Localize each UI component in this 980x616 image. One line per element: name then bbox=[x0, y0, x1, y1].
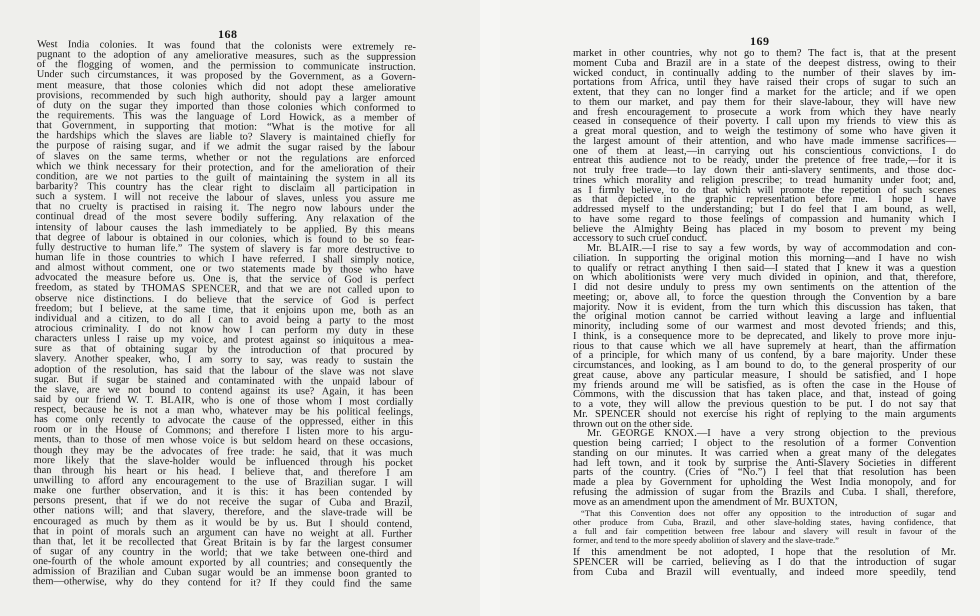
text-line: other nations will; and that slavery, therefore, and the slave-trade will be bbox=[33, 505, 413, 520]
text-line: made a plea by Government for upholding the West India monopoly, and for bbox=[573, 477, 956, 488]
text-line: to a vote, they will allow the previous question to be put. I do not say that bbox=[573, 399, 956, 410]
text-line: unwilling to afford any encouragement to the use of Brazilian sugar. I will bbox=[33, 475, 413, 490]
text-line: not truly free trade—to lay down their anti-slavery sentiments, and those doc- bbox=[573, 165, 956, 176]
paragraph bbox=[33, 40, 416, 591]
text-line: my friends around me will be satisfied, as is often the case in the House of bbox=[573, 379, 956, 391]
text-line: thrown out on the other side. bbox=[573, 418, 693, 430]
paragraph bbox=[573, 548, 956, 577]
text-line: them—otherwise, why do they contend for it? If they could find the same bbox=[32, 576, 412, 591]
text-line: of slaves on the same terms, whether or not the regulations are enforced bbox=[36, 150, 416, 165]
text-line: respect, because he is not a man who, whatever may be his political feelings, bbox=[34, 404, 414, 419]
text-line: standing on our minutes. It was carried when a great many of the delegates bbox=[573, 447, 956, 459]
text-line: West India colonies. It was found that the colonists were extremely re- bbox=[36, 39, 416, 53]
text-line: characters unless I raise up my voice, and protest against so iniquitous a mea- bbox=[34, 333, 414, 348]
text-line: the hardships which the slaves are liable to? Slavery is maintained chiefly for bbox=[36, 130, 416, 145]
text-line: has come only recently to advocate the cause of the oppressed, either in this bbox=[33, 414, 414, 429]
text-line: the original motion cannot be carried without leaving a large and influential bbox=[573, 311, 956, 323]
text-line: minority, including some of our warmest and most devoted friends; and this, bbox=[573, 321, 956, 332]
block-quote bbox=[573, 507, 956, 548]
text-line: rious to that cause which we all have supremely at heart, than the affirmation bbox=[573, 340, 956, 352]
text-line: to qualify or retract anything I then said—I stated that I knew it was a question bbox=[573, 262, 956, 274]
text-line: Mr. BLAIR.—I rise to say a few words, by way of accommodation and con- bbox=[587, 243, 956, 254]
text-line: more likely that the slave-holder would be influenced through his pocket bbox=[33, 454, 413, 469]
text-line: that no cruelty is practised in raising it. The negro now labours under the bbox=[35, 201, 415, 216]
paragraph bbox=[573, 49, 956, 244]
text-line: than that, let it be recollected that Great Britain is by far the largest consumer bbox=[33, 535, 413, 550]
text-line: moment Cuba and Brazil are in a state of the deepest distress, owing to their bbox=[573, 57, 956, 69]
page-number: 169 bbox=[750, 34, 770, 48]
text-line: intensity of labour causes the lash immediately to be applied. By this means bbox=[35, 221, 415, 236]
book-gutter bbox=[480, 0, 500, 616]
text-line: room or in the House of Commons; and therefore I listen more to his argu- bbox=[33, 424, 413, 439]
text-line: the requirements. This was the language of Lord Howick, as a member of bbox=[36, 109, 416, 124]
text-line: condition, are we not parties to the guilt of maintaining the system in all its bbox=[35, 170, 415, 185]
text-line: the purpose of raising sugar, and if we admit the sugar raised by the labour bbox=[36, 140, 416, 155]
text-line: ciliation. In supporting the original motion this morning—and I have no wish bbox=[573, 252, 956, 264]
text-line: “That this Convention does not offer any opposition to the introduction of sugar and bbox=[581, 508, 956, 519]
text-line: encouraged as much by them as it would be by us. But I should contend, bbox=[33, 515, 413, 530]
text-line: ments, than to those of men whose voice is but seldom heard on these occasions, bbox=[33, 434, 413, 449]
text-line: of a principle, for which many of us contend, by a bare majority. Under these bbox=[573, 350, 956, 362]
text-line: than through his heart or his head. I believe that, and therefore I am bbox=[33, 464, 413, 479]
text-line: individual and a citizen, to do all I can to avoid being a party to the most bbox=[34, 312, 414, 327]
text-line: ceased in consequence of their poverty. I call upon my friends to view this as bbox=[573, 116, 956, 128]
text-line: which we think necessary for their protection, and for the amelioration of their bbox=[35, 160, 416, 175]
text-line: on which abolitionists were very much divided in opinion, and that, therefore, bbox=[573, 272, 956, 284]
text-line: of duty on the sugar they imported than those colonies which conformed to bbox=[36, 99, 416, 114]
text-line: portations from Africa, until they have raised their crops of sugar to such an bbox=[573, 77, 956, 89]
text-line: If this amendment be not adopted, I hope that the resolution of Mr. bbox=[573, 547, 956, 559]
text-line: advocated the measure before us. One is, that the service of God is perfect bbox=[35, 272, 415, 287]
text-line: such a system. I will not receive the labour of slaves, unless you assure me bbox=[35, 191, 415, 206]
text-line: freedom, as stated by THOMAS SPENCER, and that we are not called upon to bbox=[35, 282, 415, 297]
text-line: and fresh encouragement to prosecute a work from which they have nearly bbox=[573, 106, 956, 118]
text-line: parts of the country. (Cries of “No.”) I feel that that resolution has been bbox=[573, 467, 956, 479]
text-line: wicked conduct, in continually adding to the number of their slaves by im- bbox=[573, 67, 956, 79]
text-line: of sugar of any country in the world; that we take between one-third and bbox=[32, 546, 413, 560]
text-line: had left town, and it took by surprise the Anti-Slavery Societies in different bbox=[573, 457, 956, 469]
text-line: of the flogging of women, and the permission to communicate instruction. bbox=[36, 59, 416, 74]
text-line: meeting; or, above all, to force the question through the Convention by a bare bbox=[573, 291, 956, 303]
text-line: great cause, above any particular measure, I should be satisfied, and I hope bbox=[573, 369, 956, 381]
text-line: adoption of the resolution, has said that the labour of the slave was not slave bbox=[34, 363, 414, 378]
text-line: the largest amount of their attention, and who have made immense sacrifices— bbox=[573, 135, 956, 147]
text-line: to have some regard to those feelings of compassion and humanity which I bbox=[573, 213, 956, 225]
text-line: barbarity? This country has the clear right to disclaim all participation in bbox=[35, 180, 415, 195]
paragraph bbox=[573, 429, 956, 507]
text-line: sure as that of obtaining sugar by the introduction of that procured by bbox=[34, 343, 414, 358]
text-line: move as an amendment upon the amendment of Mr. BUXTON, bbox=[573, 496, 838, 508]
text-line: refusing the admission of sugar from the Brazils and Cuba. I shall, therefore, bbox=[573, 486, 956, 498]
text-line: extent, that they can no longer find a market for the article; and if we open bbox=[573, 87, 956, 98]
text-line: believe the Almighty Being has placed in my bosom to prevent my being bbox=[573, 223, 956, 235]
text-line: one of them at least,—in carrying out his conscientious convictions. I do bbox=[573, 145, 956, 157]
page-169 bbox=[500, 0, 980, 616]
page-text bbox=[33, 40, 416, 591]
text-line: Mr. GEORGE KNOX.—I have a very strong objection to the previous bbox=[587, 428, 956, 440]
text-line: a great moral question, and to weigh the testimony of some who have given it bbox=[573, 126, 956, 137]
text-line: to them our market, and pay them for their slave-labour, they will have new bbox=[573, 96, 956, 108]
page-text bbox=[573, 49, 956, 578]
text-line: slavery. Another speaker, who, I am sorry to say, was ready to sustain the bbox=[34, 353, 414, 368]
text-line: addressed myself to the understanding; but I do feel that I am bound, as well, bbox=[573, 204, 956, 215]
text-line: and almost without comment, one or two statements made by those who have bbox=[35, 262, 415, 277]
text-line: I did not desire unduly to press my own sentiments on the attention of the bbox=[573, 282, 956, 293]
page-number: 168 bbox=[218, 27, 238, 41]
paragraph bbox=[573, 244, 956, 429]
text-line: entreat this audience not to be ready, under the pretence of free trade,—for it is bbox=[573, 155, 956, 167]
text-line: that degree of labour is obtained in our colonies, which is found to be so fear- bbox=[35, 231, 415, 246]
text-line: persons present, that if we do not receive the sugar of Cuba and Brazil, bbox=[33, 495, 413, 510]
text-line: other produce from Cuba, Brazil, and other slave-holding states, having confidence, that bbox=[573, 517, 956, 528]
text-line: Mr. SPENCER should not exercise his right of replying to the main arguments bbox=[573, 408, 956, 420]
text-line: human life in those countries to which I have referred. I shall simply notice, bbox=[35, 251, 415, 266]
text-line: make one further observation, and it is this: it has been contended by bbox=[33, 485, 413, 500]
text-line: that in point of morals such an argument can have no weight at all. Further bbox=[33, 525, 413, 540]
text-line: atrocious criminality. I do not know how I can perform my duty in these bbox=[34, 322, 414, 337]
text-line: SPENCER will be carried, believing as I do that the introduction of sugar bbox=[573, 557, 956, 568]
text-line: as that depicted in the graphic representation before me. I hope I have bbox=[573, 194, 956, 206]
text-line: former, and tend to the more speedy abolition of slavery and the slave-trade.” bbox=[573, 535, 839, 546]
text-line: sugar. But if sugar be stained and contaminated with the unpaid labour of bbox=[34, 373, 414, 388]
text-line: Commons, with the discussion that has taken place, and that, instead of going bbox=[573, 389, 956, 401]
text-line: circumstances, and looking, as I am bound to do, to the general prosperity of our bbox=[573, 360, 956, 371]
text-line: Under such circumstances, it was proposed by the Government, as a Govern- bbox=[36, 69, 416, 84]
text-line: a full and fair competition between free labour and slavery will result in favour of the bbox=[573, 526, 956, 537]
text-line: one-fourth of the whole amount exported by all countries; and consequently the bbox=[32, 556, 412, 571]
text-line: that Government, in supporting that motion: “What is the motive for all bbox=[36, 120, 416, 135]
text-line: fully destructive to human life.” The system of slavery is far more destructive to bbox=[35, 241, 415, 256]
text-line: freedom; but I believe, at the same time, that it enjoins upon me, both as an bbox=[34, 302, 414, 317]
text-line: trines which morality and religion prescribe; to tread humanity under foot; and, bbox=[573, 174, 956, 186]
text-line: continual dread of the most severe bodily suffering. Any relaxation of the bbox=[35, 211, 415, 226]
text-line: I think, is a consequence more to be deprecated, and likely to prove more inju- bbox=[573, 330, 956, 342]
text-line: the slave, are we not bound to contend against its use? Again, it has been bbox=[34, 383, 414, 398]
text-line: as I firmly believe, to do that which will promote the repetition of such scenes bbox=[573, 184, 956, 196]
text-line: though they may be the advocates of free trade: he said, that it was much bbox=[33, 444, 413, 459]
text-line: pugnant to the adoption of any ameliorative measures, such as the suppression bbox=[36, 49, 416, 64]
text-line: admission of Brazilian and Cuban sugar would be an immense boon granted to bbox=[32, 566, 412, 581]
text-line: provisions, recommended by such high authority, should pay a larger amount bbox=[36, 89, 416, 104]
text-line: majority. Now it is evident, from the turn which this discussion has taken, that bbox=[573, 301, 956, 313]
text-line: question being carried; I object to the resolution of a former Convention bbox=[573, 438, 956, 449]
text-line: accessory to such cruel conduct. bbox=[573, 233, 708, 245]
text-line: market in other countries, why not go to them? The fact is, that at the present bbox=[573, 48, 956, 59]
text-line: from Cuba and Brazil will eventually, and indeed more speedily, tend bbox=[573, 566, 956, 578]
page-168 bbox=[0, 0, 480, 616]
text-line: ment measure, that those colonies which did not adopt these ameliorative bbox=[36, 79, 416, 94]
text-line: said by our friend W. T. BLAIR, who is one of those whom I most cordially bbox=[34, 393, 414, 408]
text-line: observe nice distinctions. I do believe that the service of God is perfect bbox=[34, 292, 415, 307]
